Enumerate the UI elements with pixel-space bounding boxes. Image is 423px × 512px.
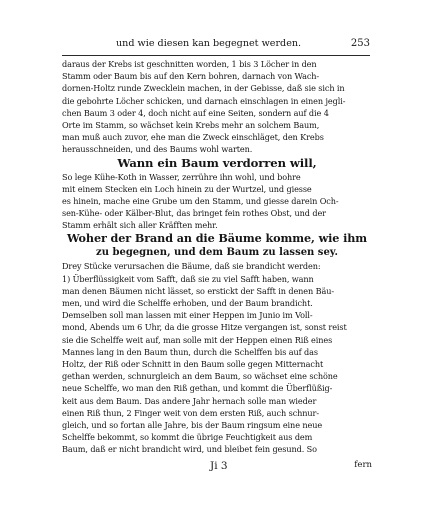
text-line: mit einem Stecken ein Loch hinein zu der Wurtzel, und giesse <box>62 183 312 194</box>
text-line: keit aus dem Baum. Das andere Jahr hernach solle man wieder <box>62 395 317 406</box>
running-head: und wie diesen kan begegnet werden. <box>116 38 302 49</box>
header-rule <box>62 55 370 56</box>
text-line: Holtz, der Riß oder Schnitt in den Baum solle gegen Mitternacht <box>62 358 324 369</box>
text-line: Demselben soll man lassen mit einer Heppen im Junio im Voll- <box>62 310 313 321</box>
signature-mark: Ji 3 <box>210 460 228 472</box>
text-line: mond, Abends um 6 Uhr, da die grosse Hitze vergangen ist, sonst reist <box>62 322 347 333</box>
text-line: So lege Kühe-Koth in Wasser, zerrühre ihn wohl, und bohre <box>62 171 301 182</box>
text-line: die gebohrte Löcher schicken, und darnach einschlagen in einen jegli- <box>62 95 346 106</box>
text-line: herausschneiden, und des Baums wohl warten. <box>62 144 253 155</box>
text-line: gleich, und so fortan alle Jahre, bis der Baum ringsum eine neue <box>62 419 323 430</box>
text-line: Stamm erhält sich aller Kräfften mehr. <box>62 220 218 231</box>
text-line: sen-Kühe- oder Kälber-Blut, das bringet fein rothes Obst, und der <box>62 208 326 219</box>
text-line: Schelffe bekommt, so kommt die übrige Feuchtigkeit aus dem <box>62 432 313 443</box>
page-footer <box>62 460 372 474</box>
catchword: fern <box>354 460 372 470</box>
section-subheading: zu begegnen, und dem Baum zu lassen sey. <box>96 247 338 259</box>
text-line: einen Riß thun, 2 Finger weit von dem ersten Riß, auch schnur- <box>62 407 319 418</box>
text-line: gethan werden, schnurgleich an dem Baum, so wächset eine schöne <box>62 371 338 382</box>
text-line: neue Schelffe, wo man den Riß gethan, und kommt die Überflüßig- <box>62 383 333 394</box>
text-line: daraus der Krebs ist geschnitten worden, 1 bis 3 Löcher in den <box>62 59 317 69</box>
section-heading: Wann ein Baum verdorren will, <box>117 155 317 170</box>
text-line: man muß auch zuvor, ehe man die Zweck einschläget, den Krebs <box>62 132 324 143</box>
text-line: sie die Schelffe weit auf, man solle mit der Heppen einen Riß eines <box>62 334 333 345</box>
text-line: Mannes lang in den Baum thun, durch die Schelffen bis auf das <box>62 346 318 357</box>
text-line: Baum, daß er nicht brandicht wird, und bleibet fein gesund. So <box>62 444 317 455</box>
text-line: chen Baum 3 oder 4, doch nicht auf eine Seiten, sondern auf die 4 <box>62 107 329 118</box>
text-line: man denen Bäumen nicht lässet, so erstickt der Safft in denen Bäu- <box>62 285 335 296</box>
text-line: Drey Stücke verursachen die Bäume, daß sie brandicht werden: <box>62 261 321 272</box>
text-line: Orte im Stamm, so wächset kein Krebs mehr an solchem Baum, <box>62 119 320 130</box>
text-line: 1) Überflüssigkeit vom Safft, daß sie zu viel Safft haben, wann <box>62 273 314 284</box>
section-heading: Woher der Brand an die Bäume komme, wie ihm <box>67 231 367 246</box>
page-number: 253 <box>350 38 370 49</box>
text-line: men, und wird die Schelffe erhoben, und der Baum brandicht. <box>62 298 313 308</box>
body-text <box>62 58 372 455</box>
text-line: es hinein, mache eine Grube um den Stamm, und giesse darein Och- <box>62 195 339 206</box>
text-line: Stamm oder Baum bis auf den Kern bohren, darnach von Wach- <box>62 71 320 82</box>
page-header <box>58 38 370 54</box>
text-line: dornen-Holtz runde Zwecklein machen, in der Gebisse, daß sie sich in <box>62 83 345 94</box>
